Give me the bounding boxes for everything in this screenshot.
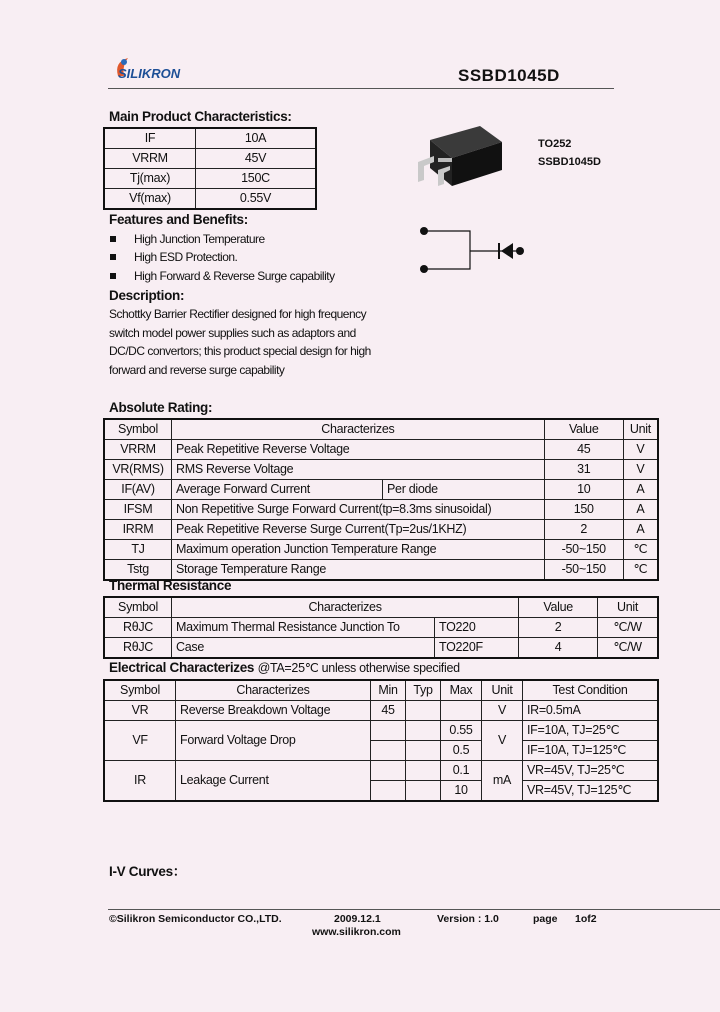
unit-cell: A xyxy=(623,480,658,500)
package-part: SSBD1045D xyxy=(538,156,601,168)
char-cell: Case xyxy=(172,638,435,659)
header-cell: Characterizes xyxy=(172,419,545,440)
value-cell: 45 xyxy=(544,440,623,460)
char-cell: Storage Temperature Range xyxy=(172,560,545,581)
param-cell: Tj(max) xyxy=(104,169,196,189)
electrical-title-text: Electrical Characterizes xyxy=(109,660,255,675)
electrical-table xyxy=(103,679,659,802)
header-cell: Value xyxy=(519,597,598,618)
package-image xyxy=(410,118,510,190)
max-cell: 10 xyxy=(441,781,482,802)
symbol-cell: IF(AV) xyxy=(104,480,172,500)
unit-cell: V xyxy=(623,440,658,460)
value-cell: 2 xyxy=(519,618,598,638)
table-row xyxy=(104,701,658,721)
company-logo xyxy=(110,52,200,86)
char-cell: Maximum Thermal Resistance Junction To xyxy=(172,618,435,638)
table-row xyxy=(104,761,658,781)
char-cell: RMS Reverse Voltage xyxy=(172,460,545,480)
symbol-cell: TJ xyxy=(104,540,172,560)
table-row xyxy=(104,480,658,500)
symbol-cell: VR(RMS) xyxy=(104,460,172,480)
symbol-cell: RθJC xyxy=(104,618,172,638)
symbol-cell: VF xyxy=(104,721,176,761)
description-title: Description: xyxy=(109,288,185,303)
unit-cell: V xyxy=(623,460,658,480)
header-cell: Characterizes xyxy=(176,680,371,701)
cond-cell: IF=10A, TJ=25℃ xyxy=(523,721,659,741)
min-cell: 45 xyxy=(371,701,406,721)
value-cell: 45V xyxy=(196,149,317,169)
cond-cell: VR=45V, TJ=25℃ xyxy=(523,761,659,781)
thermal-title: Thermal Resistance xyxy=(109,578,232,593)
table-row xyxy=(104,500,658,520)
unit-cell: V xyxy=(482,721,523,761)
header-cell: Symbol xyxy=(104,597,172,618)
symbol-cell: IRRM xyxy=(104,520,172,540)
table-row xyxy=(104,560,658,581)
header-cell: Symbol xyxy=(104,680,176,701)
diode-schematic xyxy=(415,222,530,278)
pkg-cell: TO220F xyxy=(435,638,519,659)
footer-divider xyxy=(108,909,720,910)
header-cell: Max xyxy=(441,680,482,701)
header-cell: Min xyxy=(371,680,406,701)
char-cell: Peak Repetitive Reverse Voltage xyxy=(172,440,545,460)
header-cell: Unit xyxy=(482,680,523,701)
unit-cell: ℃/W xyxy=(598,618,658,638)
list-item: High Junction Temperature xyxy=(110,232,265,246)
table-row xyxy=(104,169,316,189)
table-row xyxy=(104,638,658,659)
header-divider xyxy=(108,88,614,89)
package-name: TO252 xyxy=(538,138,572,150)
symbol-cell: IFSM xyxy=(104,500,172,520)
symbol-cell: Tstg xyxy=(104,560,172,581)
symbol-cell: RθJC xyxy=(104,638,172,659)
value-cell: -50~150 xyxy=(544,540,623,560)
typ-cell xyxy=(406,701,441,721)
electrical-title xyxy=(109,660,460,675)
symbol-cell: VRRM xyxy=(104,440,172,460)
symbol-cell: IR xyxy=(104,761,176,802)
char-cell: Reverse Breakdown Voltage xyxy=(176,701,371,721)
cond-cell: IR=0.5mA xyxy=(523,701,659,721)
table-row xyxy=(104,540,658,560)
value-cell: 150C xyxy=(196,169,317,189)
footer-date: 2009.12.1 xyxy=(334,913,381,925)
footer-company: ©Silikron Semiconductor CO.,LTD. xyxy=(109,913,282,925)
max-cell: 0.5 xyxy=(441,741,482,761)
electrical-condition: @TA=25℃ unless otherwise specified xyxy=(257,661,460,675)
absolute-title: Absolute Rating: xyxy=(109,400,213,415)
char-cell: Forward Voltage Drop xyxy=(176,721,371,761)
char-cell: Average Forward Current xyxy=(172,480,383,500)
list-item: High Forward & Reverse Surge capability xyxy=(110,269,335,283)
value-cell: 4 xyxy=(519,638,598,659)
description-text: Schottky Barrier Rectifier designed for high frequency switch model power supplies such as adaptors and DC/DC convertors; this product special design for high forward and reverse surge capability xyxy=(109,307,371,377)
value-cell: 0.55V xyxy=(196,189,317,210)
value-cell: -50~150 xyxy=(544,560,623,581)
features-title: Features and Benefits: xyxy=(109,212,248,227)
table-row xyxy=(104,618,658,638)
header-cell: Test Condition xyxy=(523,680,659,701)
table-header xyxy=(104,419,658,440)
table-row xyxy=(104,128,316,149)
value-cell: 2 xyxy=(544,520,623,540)
unit-cell: ℃ xyxy=(623,540,658,560)
logo-text: SILIKRON xyxy=(118,66,181,81)
footer-version: Version : 1.0 xyxy=(437,913,499,925)
char-cell: Peak Repetitive Reverse Surge Current(Tp=2us/1KHZ) xyxy=(172,520,545,540)
table-row xyxy=(104,440,658,460)
footer-page-label: page xyxy=(533,913,558,925)
unit-cell: V xyxy=(482,701,523,721)
param-cell: Vf(max) xyxy=(104,189,196,210)
max-cell xyxy=(441,701,482,721)
table-row xyxy=(104,189,316,210)
table-row xyxy=(104,460,658,480)
table-row xyxy=(104,149,316,169)
main-chars-table xyxy=(103,127,317,210)
header-cell: Unit xyxy=(598,597,658,618)
table-row xyxy=(104,721,658,741)
absolute-table xyxy=(103,418,659,581)
cond-cell: IF=10A, TJ=125℃ xyxy=(523,741,659,761)
value-cell: 31 xyxy=(544,460,623,480)
max-cell: 0.1 xyxy=(441,761,482,781)
value-cell: 150 xyxy=(544,500,623,520)
header-cell: Symbol xyxy=(104,419,172,440)
footer-url[interactable]: www.silikron.com xyxy=(312,926,401,938)
table-header xyxy=(104,680,658,701)
header-cell: Typ xyxy=(406,680,441,701)
header-cell: Unit xyxy=(623,419,658,440)
table-header xyxy=(104,597,658,618)
char-cell: Maximum operation Junction Temperature Range xyxy=(172,540,545,560)
char-cell: Leakage Current xyxy=(176,761,371,802)
pkg-cell: TO220 xyxy=(435,618,519,638)
unit-cell: mA xyxy=(482,761,523,802)
main-chars-title: Main Product Characteristics: xyxy=(109,109,292,124)
table-row xyxy=(104,520,658,540)
symbol-cell: VR xyxy=(104,701,176,721)
value-cell: 10 xyxy=(544,480,623,500)
unit-cell: ℃ xyxy=(623,560,658,581)
param-cell: IF xyxy=(104,128,196,149)
param-cell: VRRM xyxy=(104,149,196,169)
value-cell: 10A xyxy=(196,128,317,149)
part-number: SSBD1045D xyxy=(458,66,560,85)
note-cell: Per diode xyxy=(383,480,545,500)
footer-page-value: 1of2 xyxy=(575,913,597,925)
cond-cell: VR=45V, TJ=125℃ xyxy=(523,781,659,802)
thermal-table xyxy=(103,596,659,659)
unit-cell: ℃/W xyxy=(598,638,658,659)
header-cell: Value xyxy=(544,419,623,440)
char-cell: Non Repetitive Surge Forward Current(tp=8.3ms sinusoidal) xyxy=(172,500,545,520)
unit-cell: A xyxy=(623,520,658,540)
unit-cell: A xyxy=(623,500,658,520)
max-cell: 0.55 xyxy=(441,721,482,741)
list-item: High ESD Protection. xyxy=(110,250,237,264)
iv-title: I-V Curves： xyxy=(109,864,186,879)
header-cell: Characterizes xyxy=(172,597,519,618)
